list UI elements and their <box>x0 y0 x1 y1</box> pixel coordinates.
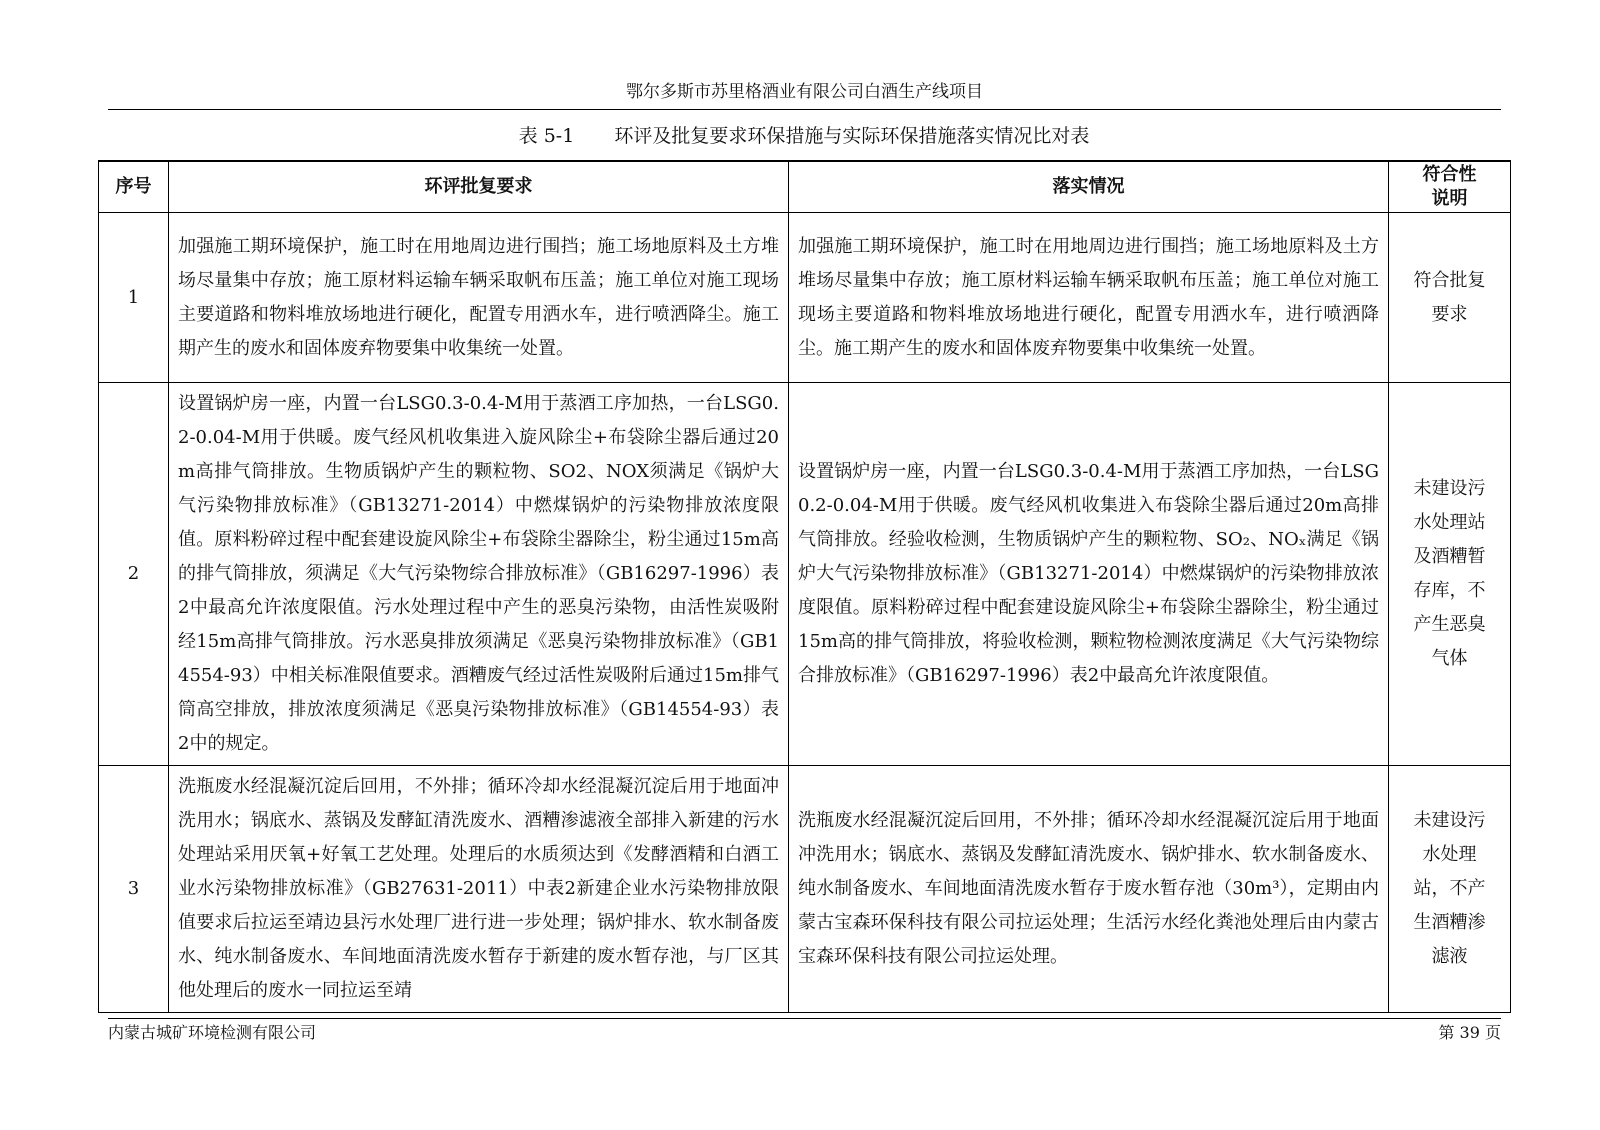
requirement-cell: 加强施工期环境保护，施工时在用地周边进行围挡；施工场地原料及土方堆场尽量集中存放；施工原材料运输车辆采取帆布压盖；施工单位对施工现场主要道路和物料堆放场地进行硬化，配置专用洒水车，进行喷洒降尘。施工期产生的废水和固体废弃物要集中收集统一处置。 <box>169 213 789 383</box>
requirement-cell: 洗瓶废水经混凝沉淀后回用，不外排；循环冷却水经混凝沉淀后用于地面冲洗用水；锅底水、蒸锅及发酵缸清洗废水、酒糟渗滤液全部排入新建的污水处理站采用厌氧+好氧工艺处理。处理后的水质须达到《发酵酒精和白酒工业水污染物排放标准》（GB27631-2011）中表2新建企业水污染物排放限值要求后拉运至靖边县污水处理厂进行进一步处理；锅炉排水、软水制备废水、纯水制备废水、车间地面清洗废水暂存于新建的废水暂存池，与厂区其他处理后的废水一同拉运至靖 <box>169 766 789 1013</box>
table-row <box>99 213 1511 383</box>
requirement-cell: 设置锅炉房一座，内置一台LSG0.3-0.4-M用于蒸酒工序加热，一台LSG0.2-0.04-M用于供暖。废气经风机收集进入旋风除尘+布袋除尘器后通过20m高排气筒排放。生物质锅炉产生的颗粒物、SO2、NOX须满足《锅炉大气污染物排放标准》（GB13271-2014）中燃煤锅炉的污染物排放浓度限值。原料粉碎过程中配套建设旋风除尘+布袋除尘器除尘，粉尘通过15m高的排气筒排放，须满足《大气污染物综合排放标准》（GB16297-1996）表2中最高允许浓度限值。污水处理过程中产生的恶臭污染物，由活性炭吸附经15m高排气筒排放。污水恶臭排放须满足《恶臭污染物排放标准》（GB14554-93）中相关标准限值要求。酒糟废气经过活性炭吸附后通过15m排气筒高空排放，排放浓度须满足《恶臭污染物排放标准》（GB14554-93）表2中的规定。 <box>169 383 789 766</box>
row-number: 1 <box>99 213 169 383</box>
footer-company: 内蒙古城矿环境检测有限公司 <box>108 1023 317 1042</box>
table-row <box>99 766 1511 1013</box>
page-footer <box>108 1018 1501 1044</box>
table-number: 表 5-1 <box>518 125 575 147</box>
implementation-cell: 加强施工期环境保护，施工时在用地周边进行围挡；施工场地原料及土方堆场尽量集中存放；施工原材料运输车辆采取帆布压盖；施工单位对施工现场主要道路和物料堆放场地进行硬化，配置专用洒水车，进行喷洒降尘。施工期产生的废水和固体废弃物要集中收集统一处置。 <box>789 213 1389 383</box>
table-caption <box>98 122 1510 150</box>
conformity-cell: 未建设污水处理站及酒糟暂存库，不产生恶臭气体 <box>1389 383 1511 766</box>
implementation-cell: 洗瓶废水经混凝沉淀后回用，不外排；循环冷却水经混凝沉淀后用于地面冲洗用水；锅底水、蒸锅及发酵缸清洗废水、锅炉排水、软水制备废水、纯水制备废水、车间地面清洗废水暂存于废水暂存池（30m³），定期由内蒙古宝森环保科技有限公司拉运处理；生活污水经化粪池处理后由内蒙古宝森环保科技有限公司拉运处理。 <box>789 766 1389 1013</box>
table-header-row <box>99 161 1511 213</box>
row-number: 2 <box>99 383 169 766</box>
row-number: 3 <box>99 766 169 1013</box>
header-conformity: 符合性说明 <box>1389 161 1511 213</box>
conformity-cell: 符合批复要求 <box>1389 213 1511 383</box>
comparison-table <box>98 160 1511 1013</box>
header-requirement: 环评批复要求 <box>169 161 789 213</box>
header-no: 序号 <box>99 161 169 213</box>
page-header <box>108 80 1501 110</box>
project-title: 鄂尔多斯市苏里格酒业有限公司白酒生产线项目 <box>626 82 983 102</box>
table-title: 环评及批复要求环保措施与实际环保措施落实情况比对表 <box>614 125 1090 147</box>
header-implementation: 落实情况 <box>789 161 1389 213</box>
conformity-cell: 未建设污水处理站，不产生酒糟渗滤液 <box>1389 766 1511 1013</box>
implementation-cell: 设置锅炉房一座，内置一台LSG0.3-0.4-M用于蒸酒工序加热，一台LSG0.2-0.04-M用于供暖。废气经风机收集进入布袋除尘器后通过20m高排气筒排放。经验收检测，生物质锅炉产生的颗粒物、SO₂、NOₓ满足《锅炉大气污染物排放标准》（GB13271-2014）中燃煤锅炉的污染物排放浓度限值。原料粉碎过程中配套建设旋风除尘+布袋除尘器除尘，粉尘通过15m高的排气筒排放，将验收检测，颗粒物检测浓度满足《大气污染物综合排放标准》（GB16297-1996）表2中最高允许浓度限值。 <box>789 383 1389 766</box>
page-number: 第 39 页 <box>1438 1023 1501 1042</box>
table-row <box>99 383 1511 766</box>
